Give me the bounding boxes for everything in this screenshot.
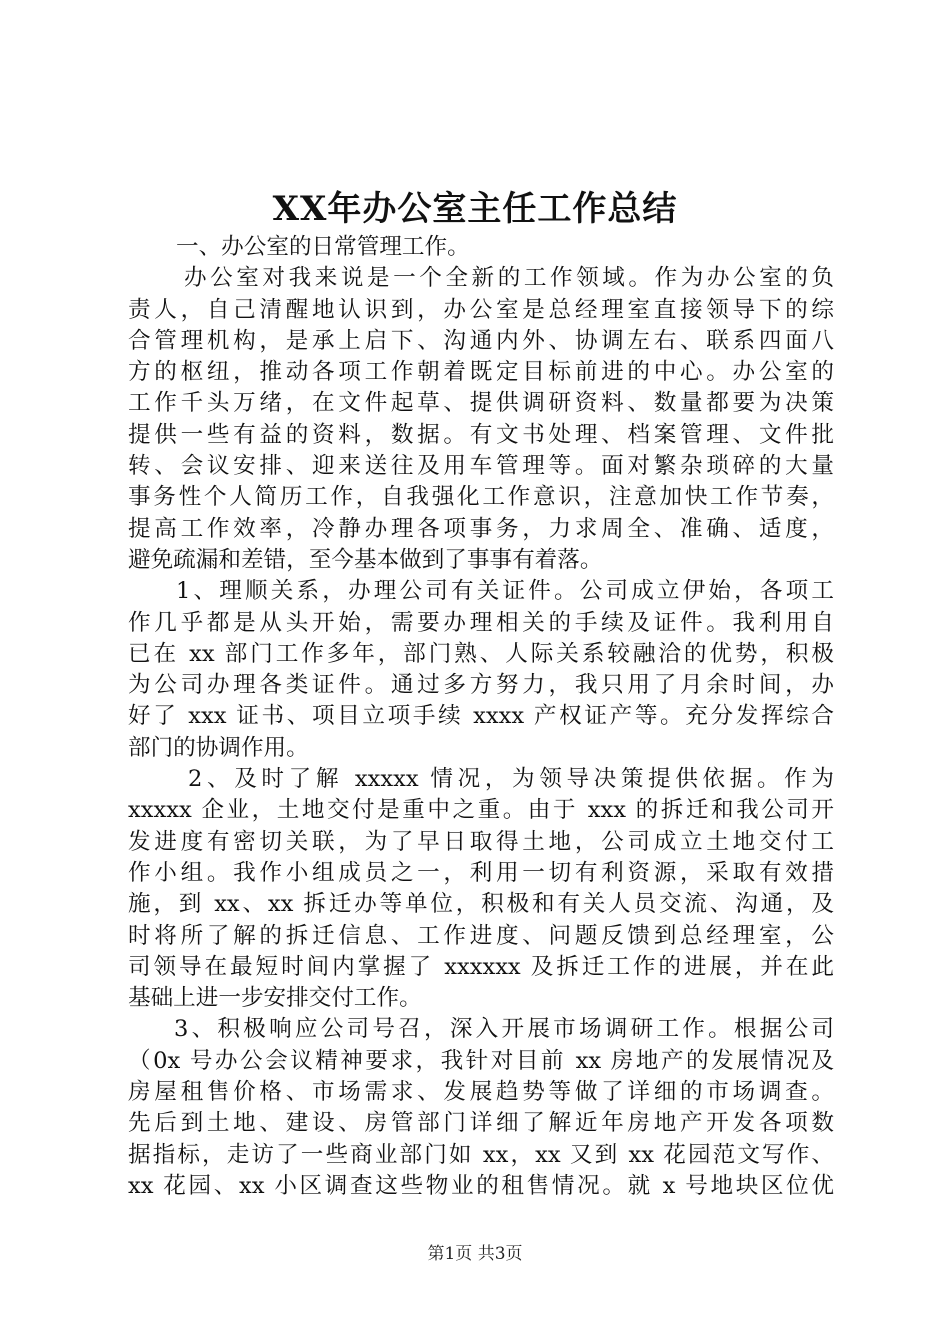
- text-line: 施，到 xx、xx 拆迁办等单位，积极和有关人员交流、沟通，及: [128, 891, 834, 918]
- text-line: 据指标，走访了一些商业部门如 xx，xx 又到 xx 花园范文写作、: [128, 1141, 834, 1168]
- document-body: [128, 232, 834, 1202]
- page-indicator: 第1页 共3页: [427, 1244, 523, 1264]
- text-line: xxxxx 企业，土地交付是重中之重。由于 xxx 的拆迁和我公司开: [128, 797, 834, 824]
- text-line: 为公司办理各类证件。通过多方努力，我只用了月余时间，办: [128, 672, 834, 699]
- text-line: 提供一些有益的资料，数据。有文书处理、档案管理、文件批: [128, 421, 834, 448]
- text-line: 时将所了解的拆迁信息、工作进度、问题反馈到总经理室，公: [128, 922, 834, 949]
- text-line: 部门的协调作用。: [128, 734, 309, 761]
- text-line: 作几乎都是从头开始，需要办理相关的手续及证件。我利用自: [128, 609, 834, 636]
- text-line: 3、积极响应公司号召，深入开展市场调研工作。根据公司: [174, 1016, 834, 1043]
- text-line: 1、理顺关系，办理公司有关证件。公司成立伊始，各项工: [176, 578, 834, 605]
- text-line: 司领导在最短时间内掌握了 xxxxxx 及拆迁工作的进展，并在此: [128, 953, 834, 980]
- text-line: 一、办公室的日常管理工作。: [176, 234, 470, 260]
- text-line: 好了 xxx 证书、项目立项手续 xxxx 产权证产等。充分发挥综合: [128, 703, 834, 730]
- page-footer: [0, 1242, 950, 1266]
- text-line: 作小组。我作小组成员之一，利用一切有利资源，采取有效措: [128, 859, 834, 886]
- text-line: xx 花园、xx 小区调查这些物业的租售情况。就 x 号地块区位优: [128, 1172, 834, 1199]
- text-line: 责人，自己清醒地认识到，办公室是总经理室直接领导下的综: [128, 296, 834, 323]
- text-line: 提高工作效率，冷静办理各项事务，力求周全、准确、适度，: [128, 515, 834, 542]
- text-line: 工作千头万绪，在文件起草、提供调研资料、数量都要为决策: [128, 390, 834, 417]
- text-line: 合管理机构，是承上启下、沟通内外、协调左右、联系四面八: [128, 327, 834, 354]
- text-line: 方的枢纽，推动各项工作朝着既定目标前进的中心。办公室的: [128, 359, 834, 386]
- text-line: （0x 号办公会议精神要求，我针对目前 xx 房地产的发展情况及: [128, 1047, 834, 1074]
- text-line: 房屋租售价格、市场需求、发展趋势等做了详细的市场调查。: [128, 1079, 834, 1106]
- text-line: 先后到土地、建设、房管部门详细了解近年房地产开发各项数: [128, 1110, 834, 1137]
- text-line: 转、会议安排、迎来送往及用车管理等。面对繁杂琐碎的大量: [128, 453, 834, 480]
- text-line: 发进度有密切关联，为了早日取得土地，公司成立土地交付工: [128, 828, 834, 855]
- text-line: 事务性个人简历工作，自我强化工作意识，注意加快工作节奏，: [128, 484, 834, 511]
- document-title: XX年办公室主任工作总结: [272, 189, 678, 229]
- text-line: 已在 xx 部门工作多年，部门熟、人际关系较融洽的优势，积极: [128, 640, 834, 667]
- text-line: 2、及时了解 xxxxx 情况，为领导决策提供依据。作为: [188, 766, 834, 793]
- text-line: 办公室对我来说是一个全新的工作领域。作为办公室的负: [184, 265, 834, 292]
- text-line: 避免疏漏和差错，至今基本做到了事事有着落。: [128, 546, 603, 573]
- text-line: 基础上进一步安排交付工作。: [128, 985, 422, 1012]
